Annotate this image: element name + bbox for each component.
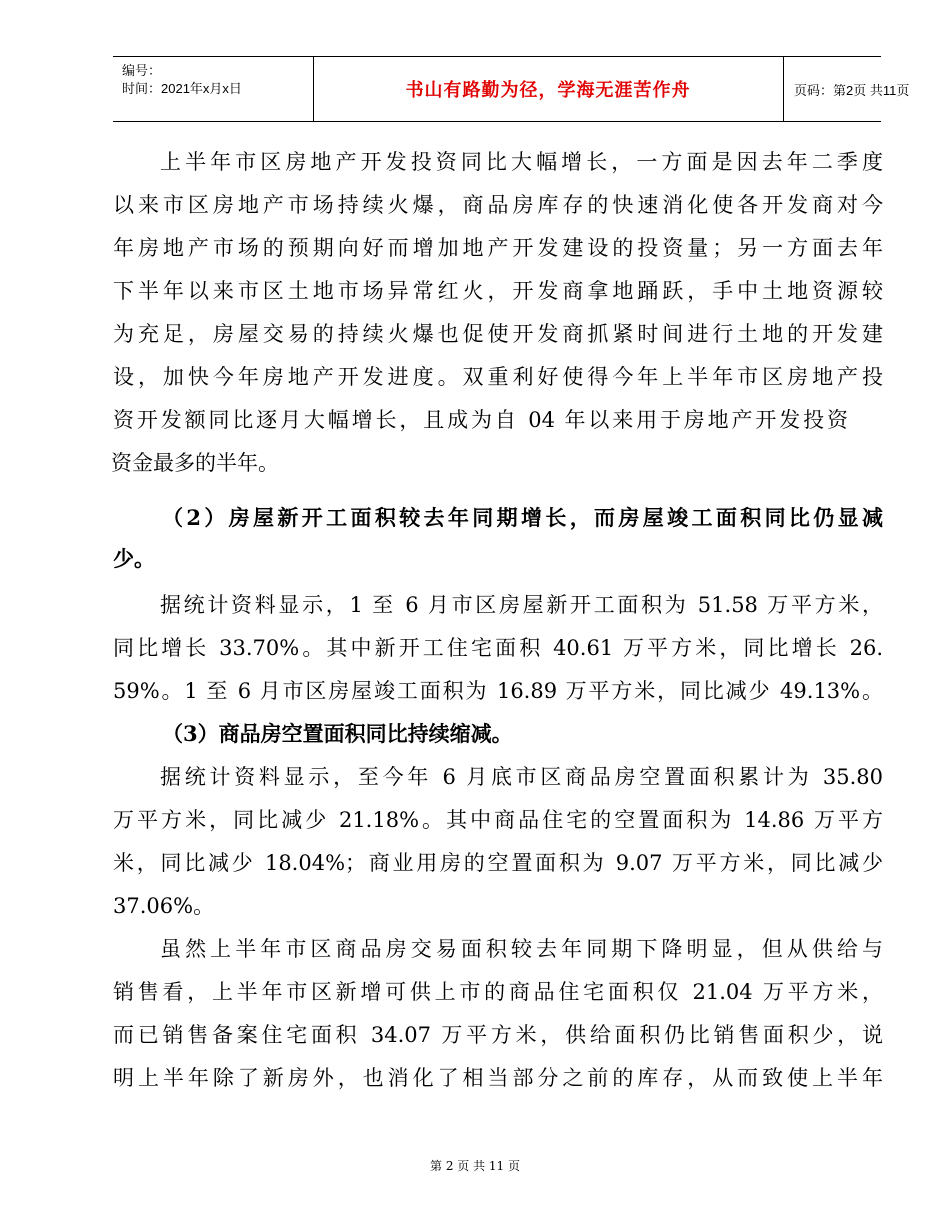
paragraph-line: 同比增长 33.70%。其中新开工住宅面积 40.61 万平方米，同比增长 26. bbox=[113, 636, 883, 660]
paragraph-line: 设，加快今年房地产开发进度。双重利好使得今年上半年市区房地产投 bbox=[113, 365, 883, 389]
section-heading: （3）商品房空置面积同比持续缩减。 bbox=[162, 721, 513, 746]
header-info-cell bbox=[113, 57, 314, 121]
paragraph-line: 明上半年除了新房外，也消化了相当部分之前的库存，从而致使上半年 bbox=[113, 1066, 883, 1090]
paragraph-line: 为充足，房屋交易的持续火爆也促使开发商抓紧时间进行土地的开发建 bbox=[113, 322, 883, 346]
paragraph-line: 据统计资料显示，至今年 6 月底市区商品房空置面积累计为 35.80 bbox=[160, 765, 883, 789]
paragraph-line: 资金最多的半年。 bbox=[111, 451, 279, 475]
paragraph-line: 37.06%。 bbox=[113, 894, 215, 918]
paragraph-line: 据统计资料显示，1 至 6 月市区房屋新开工面积为 51.58 万平方米， bbox=[160, 593, 883, 617]
header-motto-cell bbox=[313, 57, 784, 121]
page-code: 页码：第2页 共11页 bbox=[794, 82, 910, 98]
paragraph-line: 下半年以来市区土地市场异常红火，开发商拿地踊跃，手中土地资源较 bbox=[113, 279, 883, 303]
paragraph-line: 年房地产市场的预期向好而增加地产开发建设的投资量；另一方面去年 bbox=[113, 236, 883, 260]
section-heading: 少。 bbox=[113, 546, 155, 571]
paragraph-line: 而已销售备案住宅面积 34.07 万平方米，供给面积仍比销售面积少，说 bbox=[113, 1023, 883, 1047]
paragraph-line: 以来市区房地产市场持续火爆，商品房库存的快速消化使各开发商对今 bbox=[113, 193, 883, 217]
paragraph-line: 59%。1 至 6 月市区房屋竣工面积为 16.89 万平方米，同比减少 49.13%。 bbox=[113, 679, 883, 703]
paragraph-line: 资开发额同比逐月大幅增长，且成为自 04 年以来用于房地产开发投资 bbox=[113, 408, 848, 432]
paragraph-line: 万平方米，同比减少 21.18%。其中商品住宅的空置面积为 14.86 万平方 bbox=[113, 808, 883, 832]
paragraph-line: 上半年市区房地产开发投资同比大幅增长，一方面是因去年二季度 bbox=[160, 150, 883, 174]
header-table bbox=[113, 56, 910, 122]
paragraph-line: 销售看，上半年市区新增可供上市的商品住宅面积仅 21.04 万平方米， bbox=[113, 980, 883, 1004]
number-label: 编号： bbox=[122, 63, 162, 78]
time-label: 时间：2021年x月x日 bbox=[122, 81, 242, 96]
section-heading: （2）房屋新开工面积较去年同期增长，而房屋竣工面积同比仍显减 bbox=[162, 505, 883, 530]
paragraph-line: 虽然上半年市区商品房交易面积较去年同期下降明显，但从供给与 bbox=[160, 937, 883, 961]
page-footer: 第 2 页 共 11 页 bbox=[430, 1159, 520, 1173]
motto-text: 书山有路勤为径，学海无涯苦作舟 bbox=[405, 80, 691, 101]
paragraph-line: 米，同比减少 18.04%；商业用房的空置面积为 9.07 万平方米，同比减少 bbox=[113, 851, 883, 875]
